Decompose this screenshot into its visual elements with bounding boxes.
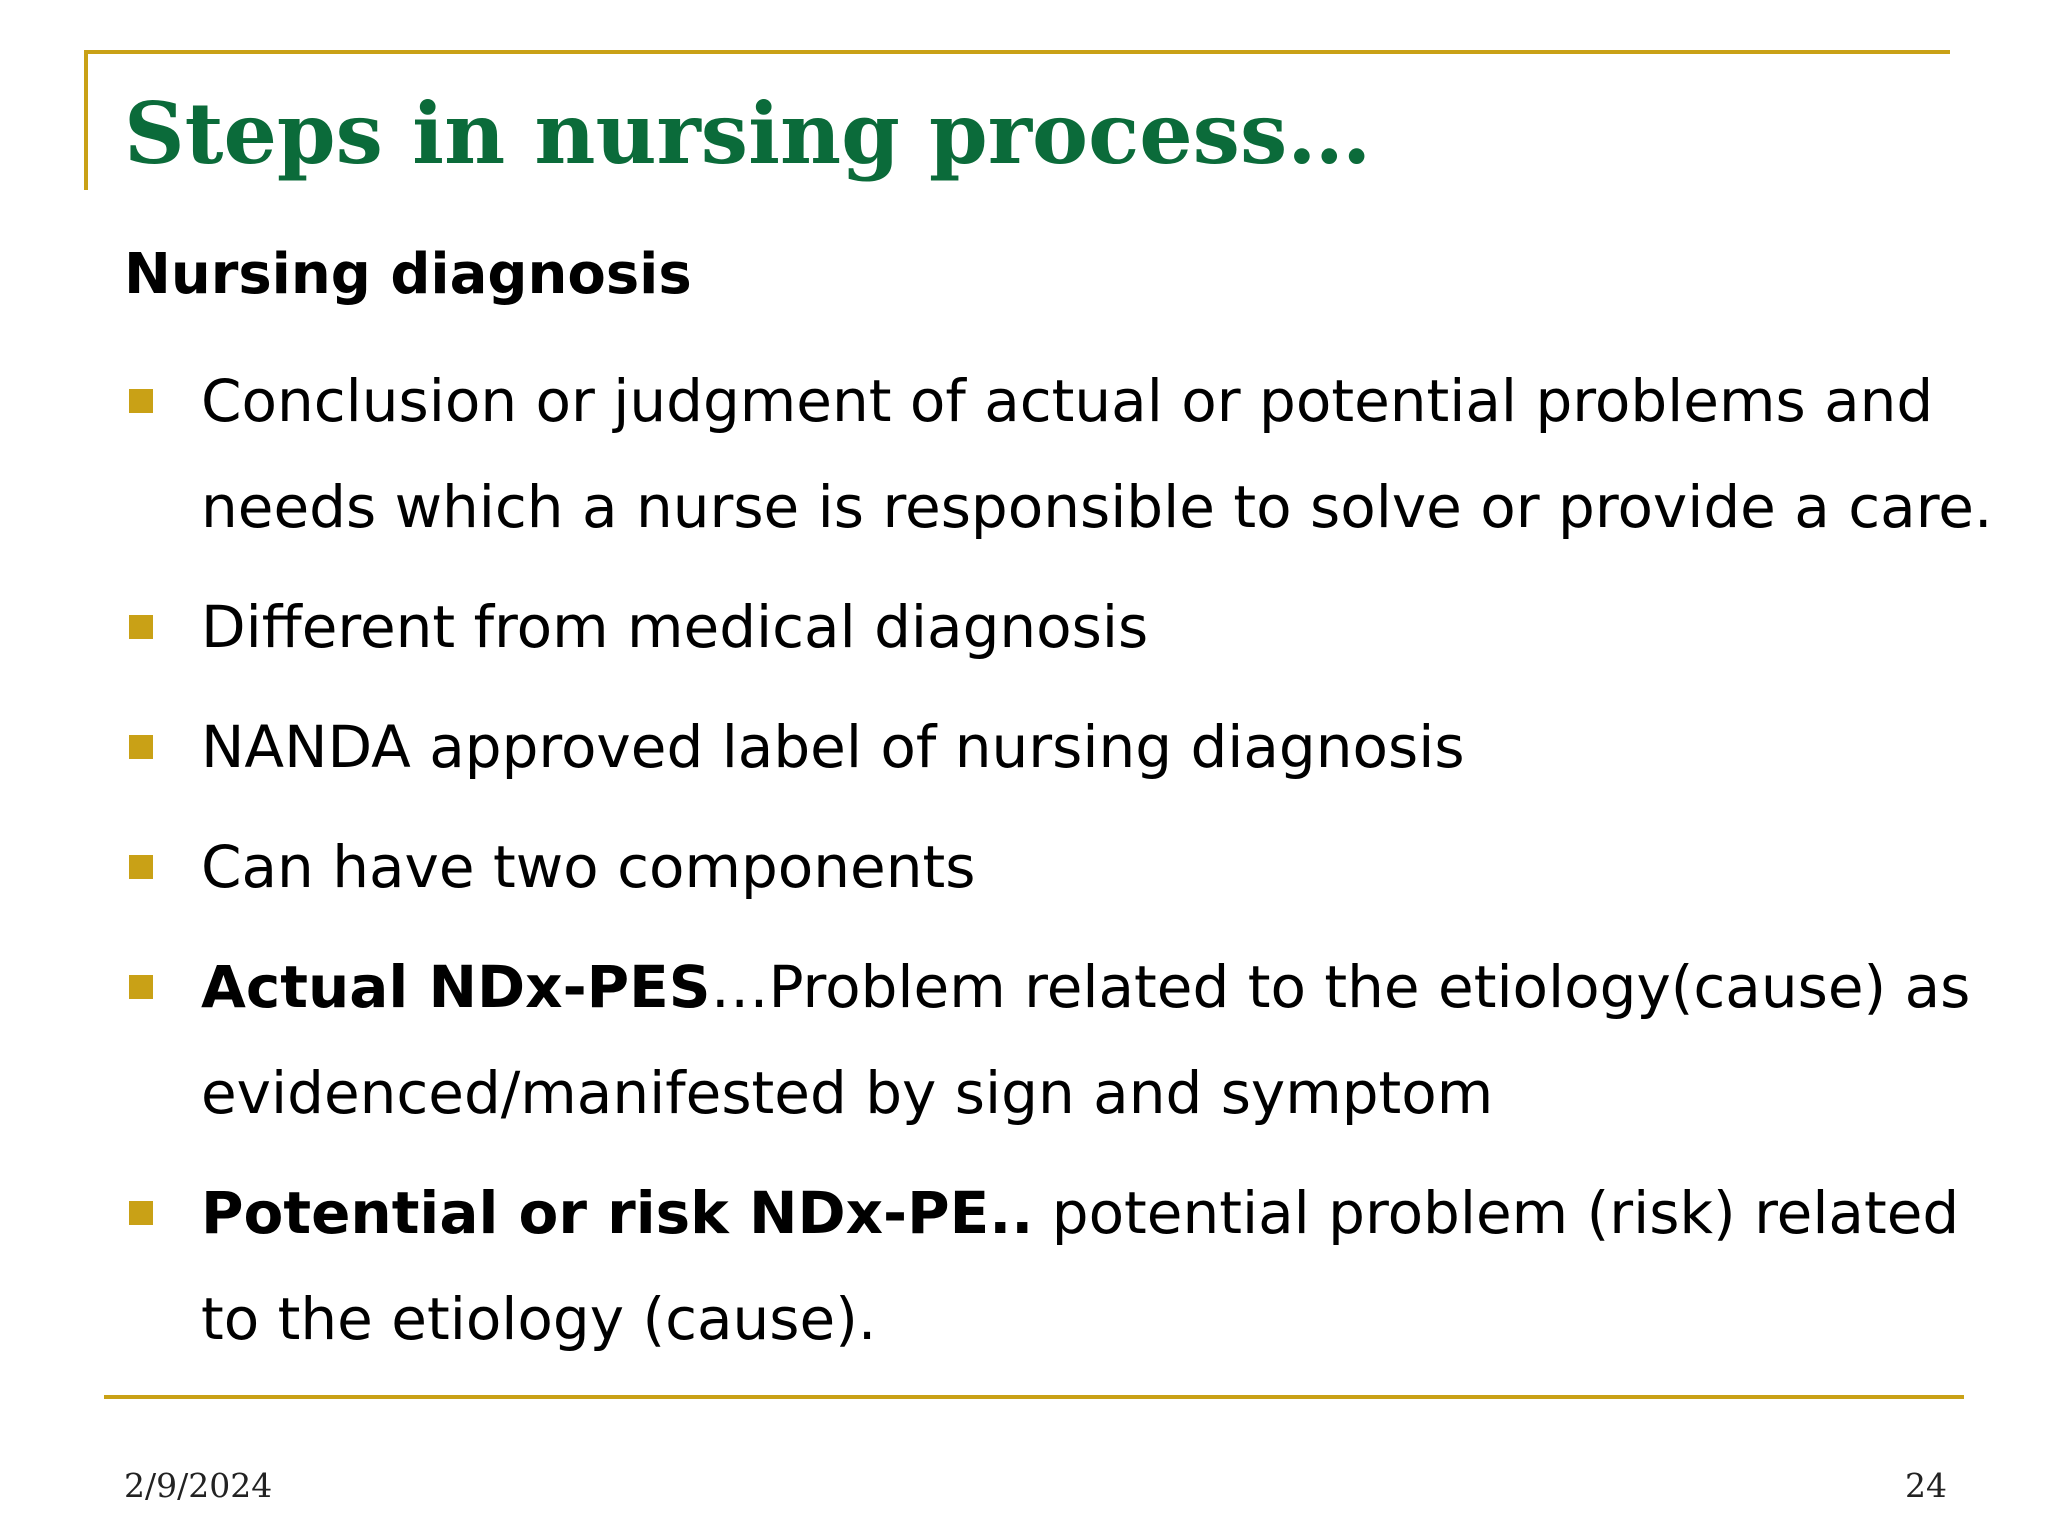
bullet-text-line [201,348,1933,454]
section-heading: Nursing diagnosis [124,242,692,307]
bullet-text-line [201,1266,876,1372]
bullet-text-line [201,694,1465,800]
bullet-body-text: NANDA approved label of nursing diagnosis [201,713,1465,781]
bullet-text-line [201,454,1992,560]
bullet-body-text: Conclusion or judgment of actual or potential problems and [201,367,1934,435]
bullet-text-line [201,574,1148,680]
bullet-body-text: needs which a nurse is responsible to solve or provide a care. [201,473,1993,541]
bullet-body-text: …Problem related to the etiology(cause) as [710,953,1971,1021]
square-bullet-icon [129,389,153,413]
square-bullet-icon [129,975,153,999]
bullet-bold-term: Potential or risk NDx-PE.. [201,1179,1034,1247]
bullet-text-line [201,1040,1493,1146]
square-bullet-icon [129,1201,153,1225]
square-bullet-icon [129,855,153,879]
footer-date: 2/9/2024 [124,1466,273,1505]
bullet-bold-term: Actual NDx-PES [201,953,711,1021]
slide-title: Steps in nursing process… [124,84,1372,183]
bullet-text-line [201,934,1970,1040]
bullet-body-text: Can have two components [201,833,976,901]
footer-rule [104,1395,1964,1399]
square-bullet-icon [129,615,153,639]
bullet-text-line [201,814,975,920]
slide-number: 24 [1905,1466,1947,1505]
bullet-body-text: potential problem (risk) related [1033,1179,1960,1247]
bullet-text-line [201,1160,1959,1266]
bullet-body-text: to the etiology (cause). [201,1285,877,1353]
bullet-body-text: evidenced/manifested by sign and symptom [201,1059,1494,1127]
square-bullet-icon [129,735,153,759]
bullet-body-text: Different from medical diagnosis [201,593,1149,661]
